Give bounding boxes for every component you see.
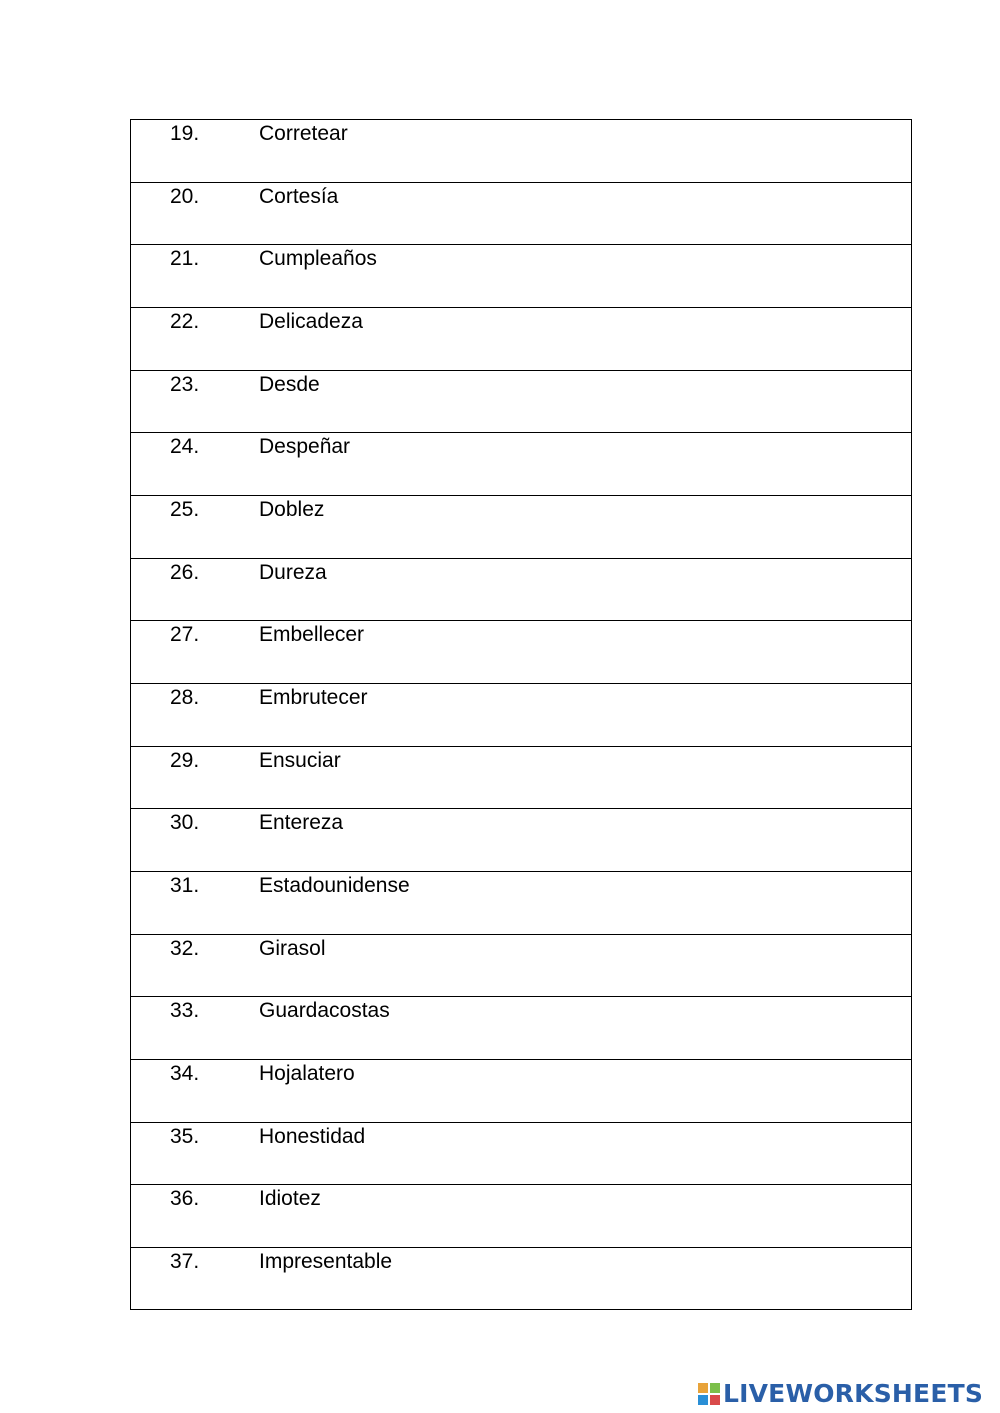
row-word: Cumpleaños xyxy=(259,247,377,271)
row-word: Honestidad xyxy=(259,1124,366,1148)
table-row xyxy=(131,308,911,371)
table-row xyxy=(131,120,911,183)
table-row xyxy=(131,371,911,434)
row-number: 29. xyxy=(170,748,200,772)
row-number: 34. xyxy=(170,1062,200,1086)
table-row xyxy=(131,1060,911,1123)
row-word: Despeñar xyxy=(259,435,351,459)
row-number: 30. xyxy=(170,811,200,835)
row-number: 25. xyxy=(170,498,200,522)
row-number: 21. xyxy=(170,247,200,271)
liveworksheets-logo xyxy=(698,1381,983,1407)
row-word: Corretear xyxy=(259,122,348,145)
row-word: Idiotez xyxy=(259,1187,321,1211)
row-word: Doblez xyxy=(259,498,325,522)
word-table xyxy=(130,119,912,1310)
row-word: Impresentable xyxy=(259,1250,393,1274)
table-row xyxy=(131,809,911,872)
liveworksheets-logo-icon xyxy=(698,1383,720,1405)
row-number: 32. xyxy=(170,936,200,960)
row-number: 24. xyxy=(170,435,200,459)
row-word: Entereza xyxy=(259,811,344,835)
row-word: Ensuciar xyxy=(259,748,341,772)
row-number: 19. xyxy=(170,122,200,145)
row-number: 35. xyxy=(170,1124,200,1148)
table-row xyxy=(131,1248,911,1311)
row-word: Delicadeza xyxy=(259,310,363,334)
table-row xyxy=(131,559,911,622)
row-number: 31. xyxy=(170,874,200,898)
row-word: Desde xyxy=(259,372,320,396)
row-word: Estadounidense xyxy=(259,874,410,898)
table-row xyxy=(131,621,911,684)
logo-text: LIVEWORKSHEETS xyxy=(723,1379,984,1408)
table-row xyxy=(131,1123,911,1186)
table-row xyxy=(131,747,911,810)
row-number: 33. xyxy=(170,999,200,1023)
row-word: Cortesía xyxy=(259,184,339,208)
table-row xyxy=(131,245,911,308)
row-word: Guardacostas xyxy=(259,999,390,1023)
row-number: 23. xyxy=(170,372,200,396)
row-word: Embellecer xyxy=(259,623,365,647)
table-row xyxy=(131,183,911,246)
row-word: Hojalatero xyxy=(259,1062,355,1086)
row-word: Dureza xyxy=(259,560,327,584)
table-row xyxy=(131,997,911,1060)
table-row xyxy=(131,1185,911,1248)
row-number: 37. xyxy=(170,1250,200,1274)
table-row xyxy=(131,872,911,935)
row-number: 28. xyxy=(170,686,200,710)
row-word: Girasol xyxy=(259,936,326,960)
table-row xyxy=(131,684,911,747)
row-number: 26. xyxy=(170,560,200,584)
table-row xyxy=(131,935,911,998)
table-row xyxy=(131,433,911,496)
row-number: 20. xyxy=(170,184,200,208)
row-number: 27. xyxy=(170,623,200,647)
row-word: Embrutecer xyxy=(259,686,368,710)
row-number: 36. xyxy=(170,1187,200,1211)
table-row xyxy=(131,496,911,559)
row-number: 22. xyxy=(170,310,200,334)
